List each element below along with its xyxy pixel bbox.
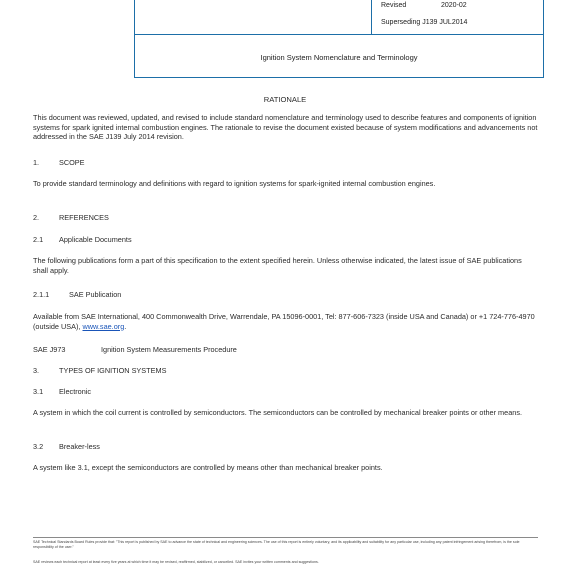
header-box (134, 0, 544, 78)
section-2-heading (33, 213, 538, 223)
section-3-2-heading (33, 442, 538, 452)
section-3-heading (33, 366, 538, 376)
section-number: 2.1 (33, 235, 44, 244)
section-number: 2.1.1 (33, 290, 50, 299)
section-number: 2. (33, 213, 40, 222)
reference-j973 (33, 345, 538, 355)
section-2-1-1-heading (33, 290, 538, 300)
section-title: TYPES OF IGNITION SYSTEMS (59, 366, 167, 375)
superseding-note: Superseding J139 JUL2014 (381, 19, 468, 26)
section-title: REFERENCES (59, 213, 109, 222)
section-title: Breaker-less (59, 442, 100, 451)
section-title: Electronic (59, 387, 92, 396)
section-2-1-heading (33, 235, 538, 245)
section-number: 3.2 (33, 442, 44, 451)
footer-divider (33, 537, 538, 538)
applicable-documents-text: The following publications form a part of this specification to the extent specified herein. Unless otherwise indicated, the latest issue of SAE publications shall apply. (33, 256, 522, 275)
section-number: 1. (33, 158, 40, 167)
footer-notice: SAE Technical Standards Board Rules provide that: "This report is published by SAE to advance the state of technical and engineering sciences. The use of this report is entirely voluntary, and its applicability and suitability for any particular use, including any patent infringement arising therefrom, is the sole responsibility of the user." (33, 540, 520, 549)
link-suffix: . (124, 321, 127, 331)
section-number: 3. (33, 366, 40, 375)
section-1-heading (33, 158, 538, 168)
sae-publication-text (33, 312, 538, 331)
section-number: 3.1 (33, 387, 44, 396)
section-3-1-heading (33, 387, 538, 397)
scope-text: To provide standard terminology and definitions with regard to ignition systems for spark-ignited internal combustion engines. (33, 179, 436, 188)
header-column-divider (371, 0, 372, 34)
header-divider (135, 34, 543, 35)
footer-review-notice: SAE reviews each technical report at least every five years at which time it may be revised, reaffirmed, stabilized, or cancelled. SAE invites your written comments and suggestions. (33, 560, 319, 564)
reference-title: Ignition System Measurements Procedure (101, 345, 237, 354)
revised-label: Revised (381, 2, 407, 9)
rationale-text: This document was reviewed, updated, and revised to include standard nomenclature and terminology used to describe features and components of ignition systems for spark ignited internal combustion engines. The rationale to revise the document existed because of system modifications and advancements not addressed in the SAE J139 July 2014 revision. (33, 113, 538, 142)
sae-availability-text: Available from SAE International, 400 Commonwealth Drive, Warrendale, PA 15096-0001, Tel: 877-606-7323 (inside USA and Canada) or +1 724-776-4970 (outside USA), (33, 312, 535, 331)
electronic-text: A system in which the coil current is controlled by semiconductors. The semiconductors can be controlled by mechanical breaker points or other means. (33, 408, 522, 417)
breakerless-text: A system like 3.1, except the semiconductors are controlled by means other than mechanical breaker points. (33, 463, 383, 472)
reference-id: SAE J973 (33, 345, 66, 354)
section-title: Applicable Documents (59, 235, 132, 244)
document-title: Ignition System Nomenclature and Terminology (260, 53, 418, 62)
rationale-heading: RATIONALE (263, 95, 307, 104)
section-title: SCOPE (59, 158, 85, 167)
section-title: SAE Publication (69, 290, 122, 299)
revised-date: 2020-02 (441, 2, 467, 9)
sae-website-link[interactable]: www.sae.org (82, 321, 125, 331)
